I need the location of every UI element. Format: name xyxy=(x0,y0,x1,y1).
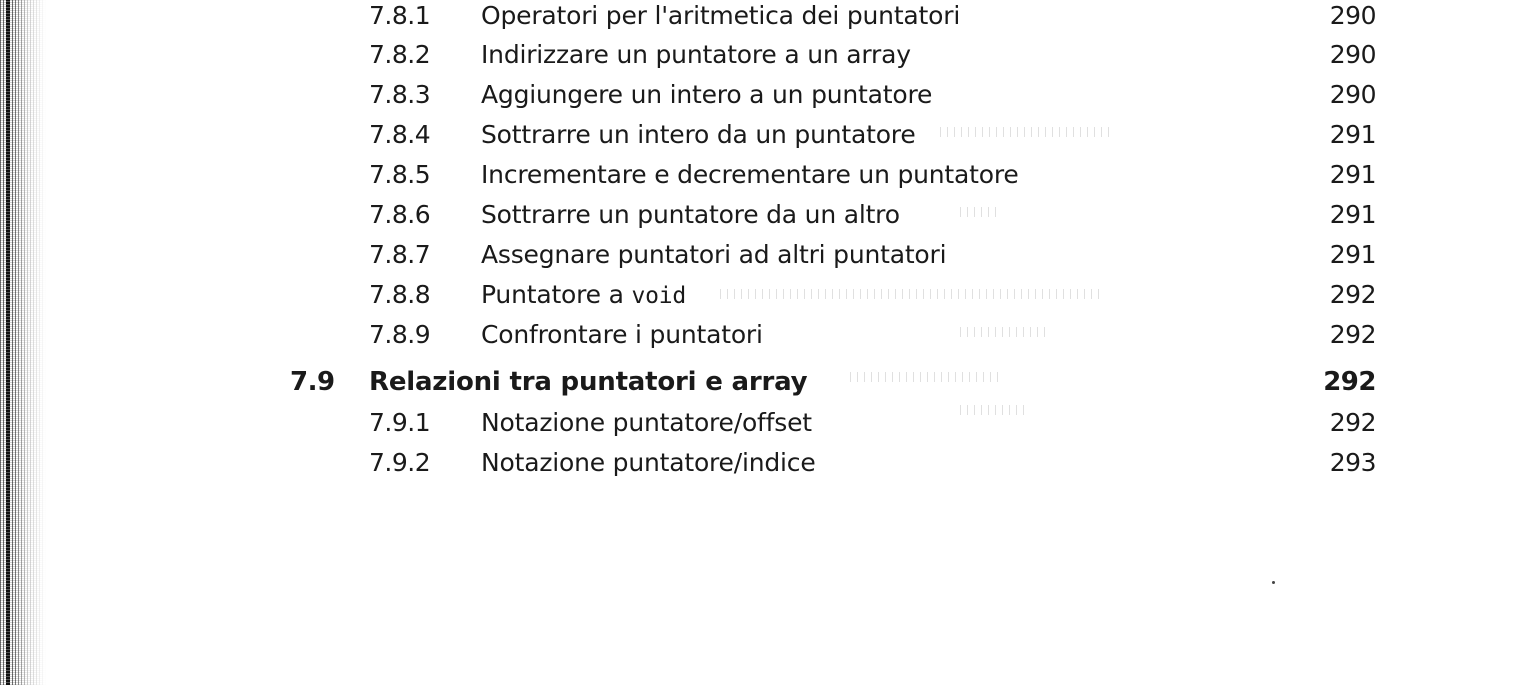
toc-entry-7-8-8 xyxy=(0,280,1536,320)
entry-title: Sottrarre un puntatore da un altro xyxy=(481,200,900,229)
entry-title: Aggiungere un intero a un puntatore xyxy=(481,80,933,109)
entry-number: 7.8.1 xyxy=(369,1,431,30)
entry-number: 7.9.1 xyxy=(369,408,431,437)
scan-noise xyxy=(850,372,1000,382)
toc-entry-7-8-9 xyxy=(0,320,1536,360)
section-title: Relazioni tra puntatori e array xyxy=(369,367,808,397)
toc-section-7-9 xyxy=(0,367,1536,407)
entry-page: 290 xyxy=(1329,80,1376,109)
entry-page: 292 xyxy=(1329,280,1376,309)
entry-title: Operatori per l'aritmetica dei puntatori xyxy=(481,1,961,30)
entry-title: Incrementare e decrementare un puntatore xyxy=(481,160,1019,189)
toc-entry-7-9-2 xyxy=(0,448,1536,488)
toc-entry-7-9-1 xyxy=(0,408,1536,448)
entry-title-text: Puntatore a xyxy=(481,280,632,309)
scan-noise xyxy=(960,405,1030,415)
entry-title: Notazione puntatore/offset xyxy=(481,408,812,437)
scan-noise xyxy=(960,327,1050,337)
entry-number: 7.8.3 xyxy=(369,80,431,109)
entry-title: Assegnare puntatori ad altri puntatori xyxy=(481,240,947,269)
scan-speck xyxy=(1272,581,1275,584)
toc-entry-7-8-2 xyxy=(0,40,1536,80)
entry-number: 7.8.6 xyxy=(369,200,431,229)
entry-number: 7.8.9 xyxy=(369,320,431,349)
toc-entry-7-8-1 xyxy=(0,1,1536,41)
entry-page: 291 xyxy=(1329,240,1376,269)
scan-noise xyxy=(960,207,1000,217)
entry-number: 7.8.4 xyxy=(369,120,431,149)
scan-noise xyxy=(720,289,1100,299)
entry-page: 292 xyxy=(1329,320,1376,349)
section-number: 7.9 xyxy=(290,367,335,397)
toc-entry-7-8-5 xyxy=(0,160,1536,200)
scan-noise xyxy=(940,127,1110,137)
toc-entry-7-8-7 xyxy=(0,240,1536,280)
entry-number: 7.8.8 xyxy=(369,280,431,309)
section-page: 292 xyxy=(1323,367,1376,397)
entry-page: 291 xyxy=(1329,160,1376,189)
entry-page: 290 xyxy=(1329,1,1376,30)
entry-title: Confrontare i puntatori xyxy=(481,320,763,349)
entry-page: 291 xyxy=(1329,200,1376,229)
toc-entry-7-8-3 xyxy=(0,80,1536,120)
entry-title-code: void xyxy=(631,283,687,309)
entry-title: Indirizzare un puntatore a un array xyxy=(481,40,911,69)
toc-entry-7-8-4 xyxy=(0,120,1536,160)
entry-number: 7.8.2 xyxy=(369,40,431,69)
entry-title xyxy=(481,280,686,311)
entry-number: 7.9.2 xyxy=(369,448,431,477)
entry-number: 7.8.7 xyxy=(369,240,431,269)
entry-page: 290 xyxy=(1329,40,1376,69)
entry-title: Notazione puntatore/indice xyxy=(481,448,816,477)
entry-page: 291 xyxy=(1329,120,1376,149)
toc-entry-7-8-6 xyxy=(0,200,1536,240)
entry-page: 292 xyxy=(1329,408,1376,437)
entry-title: Sottrarre un intero da un puntatore xyxy=(481,120,916,149)
entry-page: 293 xyxy=(1329,448,1376,477)
entry-number: 7.8.5 xyxy=(369,160,431,189)
